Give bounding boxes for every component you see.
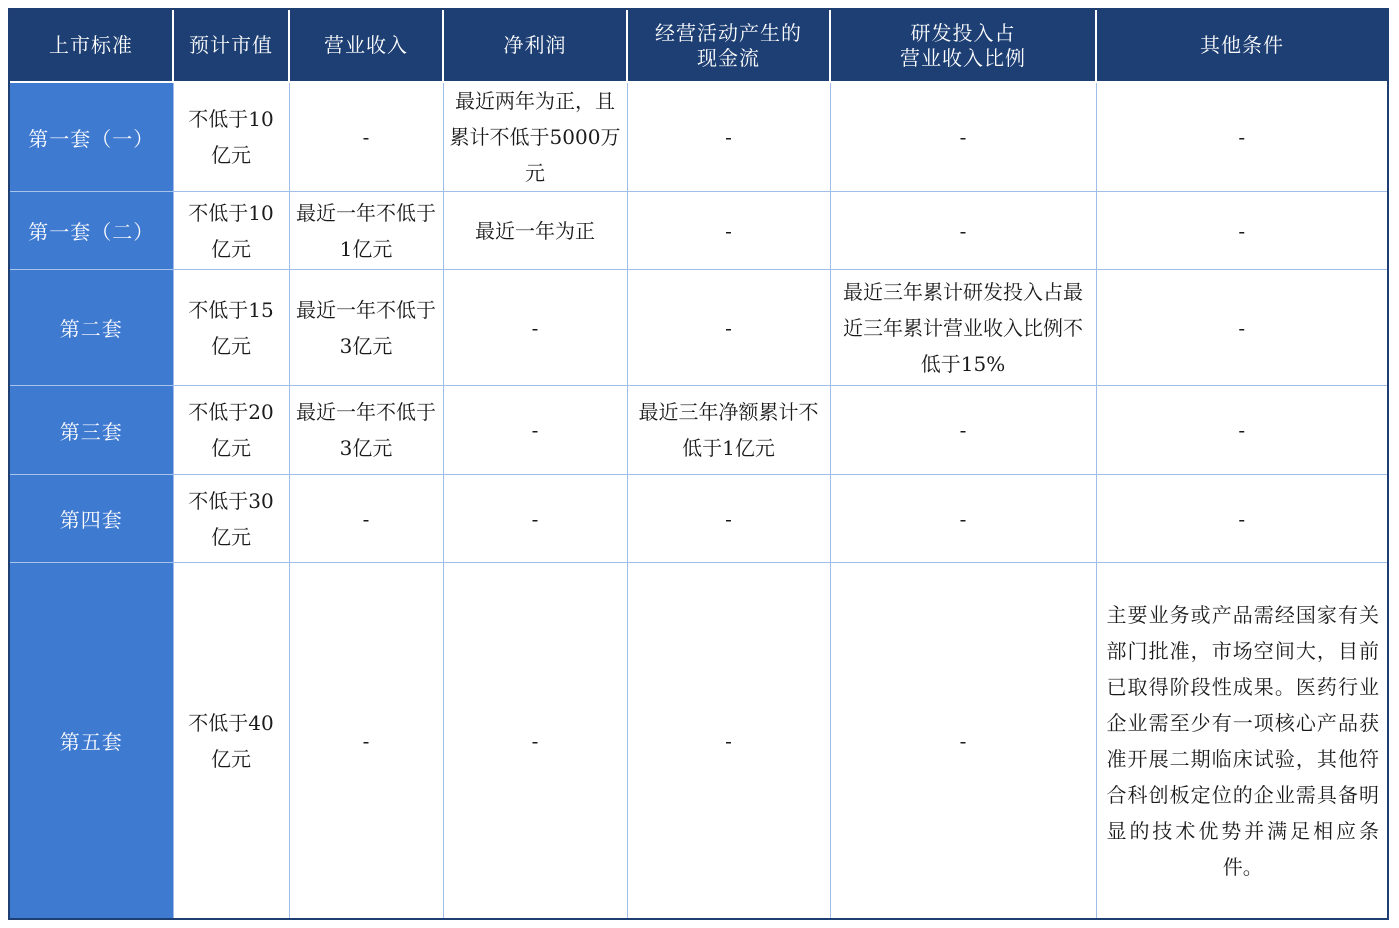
cell-market-cap: 不低于40亿元 <box>173 563 289 919</box>
table-row <box>10 192 1387 270</box>
row-label: 第三套 <box>10 386 173 475</box>
cell-net-profit: - <box>443 270 627 386</box>
cell-cash-flow: - <box>627 270 830 386</box>
cell-market-cap: 不低于10亿元 <box>173 192 289 270</box>
header-market-cap: 预计市值 <box>173 10 289 82</box>
header-listing-standard: 上市标准 <box>10 10 173 82</box>
row-label: 第一套（一） <box>10 82 173 192</box>
cell-revenue: 最近一年不低于3亿元 <box>289 386 443 475</box>
cell-revenue: - <box>289 563 443 919</box>
header-other-conditions: 其他条件 <box>1096 10 1387 82</box>
cell-net-profit: - <box>443 386 627 475</box>
cell-other-conditions: - <box>1096 270 1387 386</box>
row-label: 第二套 <box>10 270 173 386</box>
table-row <box>10 475 1387 563</box>
cell-net-profit: 最近一年为正 <box>443 192 627 270</box>
cell-other-conditions: - <box>1096 386 1387 475</box>
cell-market-cap: 不低于15亿元 <box>173 270 289 386</box>
cell-cash-flow: - <box>627 192 830 270</box>
cell-revenue: 最近一年不低于3亿元 <box>289 270 443 386</box>
header-revenue: 营业收入 <box>289 10 443 82</box>
cell-market-cap: 不低于10亿元 <box>173 82 289 192</box>
cell-rd-ratio: - <box>830 82 1096 192</box>
listing-standards-table <box>10 10 1387 918</box>
cell-revenue: 最近一年不低于1亿元 <box>289 192 443 270</box>
cell-revenue: - <box>289 82 443 192</box>
cell-net-profit: - <box>443 563 627 919</box>
header-net-profit: 净利润 <box>443 10 627 82</box>
header-cash-flow: 经营活动产生的 现金流 <box>627 10 830 82</box>
header-rd-ratio: 研发投入占 营业收入比例 <box>830 10 1096 82</box>
cell-other-conditions: - <box>1096 192 1387 270</box>
cell-rd-ratio: - <box>830 563 1096 919</box>
cell-revenue: - <box>289 475 443 563</box>
table-header-row <box>10 10 1387 82</box>
cell-rd-ratio: - <box>830 192 1096 270</box>
cell-other-conditions: - <box>1096 475 1387 563</box>
cell-cash-flow: 最近三年净额累计不低于1亿元 <box>627 386 830 475</box>
table-row <box>10 82 1387 192</box>
cell-cash-flow: - <box>627 475 830 563</box>
row-label: 第四套 <box>10 475 173 563</box>
cell-rd-ratio: - <box>830 475 1096 563</box>
cell-cash-flow: - <box>627 82 830 192</box>
listing-standards-table-frame <box>8 8 1389 920</box>
cell-rd-ratio: 最近三年累计研发投入占最近三年累计营业收入比例不低于15% <box>830 270 1096 386</box>
table-row <box>10 563 1387 919</box>
cell-market-cap: 不低于30亿元 <box>173 475 289 563</box>
table-row <box>10 270 1387 386</box>
table-row <box>10 386 1387 475</box>
cell-net-profit: - <box>443 475 627 563</box>
cell-market-cap: 不低于20亿元 <box>173 386 289 475</box>
cell-other-conditions: 主要业务或产品需经国家有关部门批准，市场空间大，目前已取得阶段性成果。医药行业企业需至少有一项核心产品获准开展二期临床试验，其他符合科创板定位的企业需具备明显的技术优势并满足相应条件。 <box>1096 563 1387 919</box>
cell-rd-ratio: - <box>830 386 1096 475</box>
row-label: 第五套 <box>10 563 173 919</box>
cell-cash-flow: - <box>627 563 830 919</box>
cell-net-profit: 最近两年为正，且累计不低于5000万元 <box>443 82 627 192</box>
row-label: 第一套（二） <box>10 192 173 270</box>
cell-other-conditions: - <box>1096 82 1387 192</box>
